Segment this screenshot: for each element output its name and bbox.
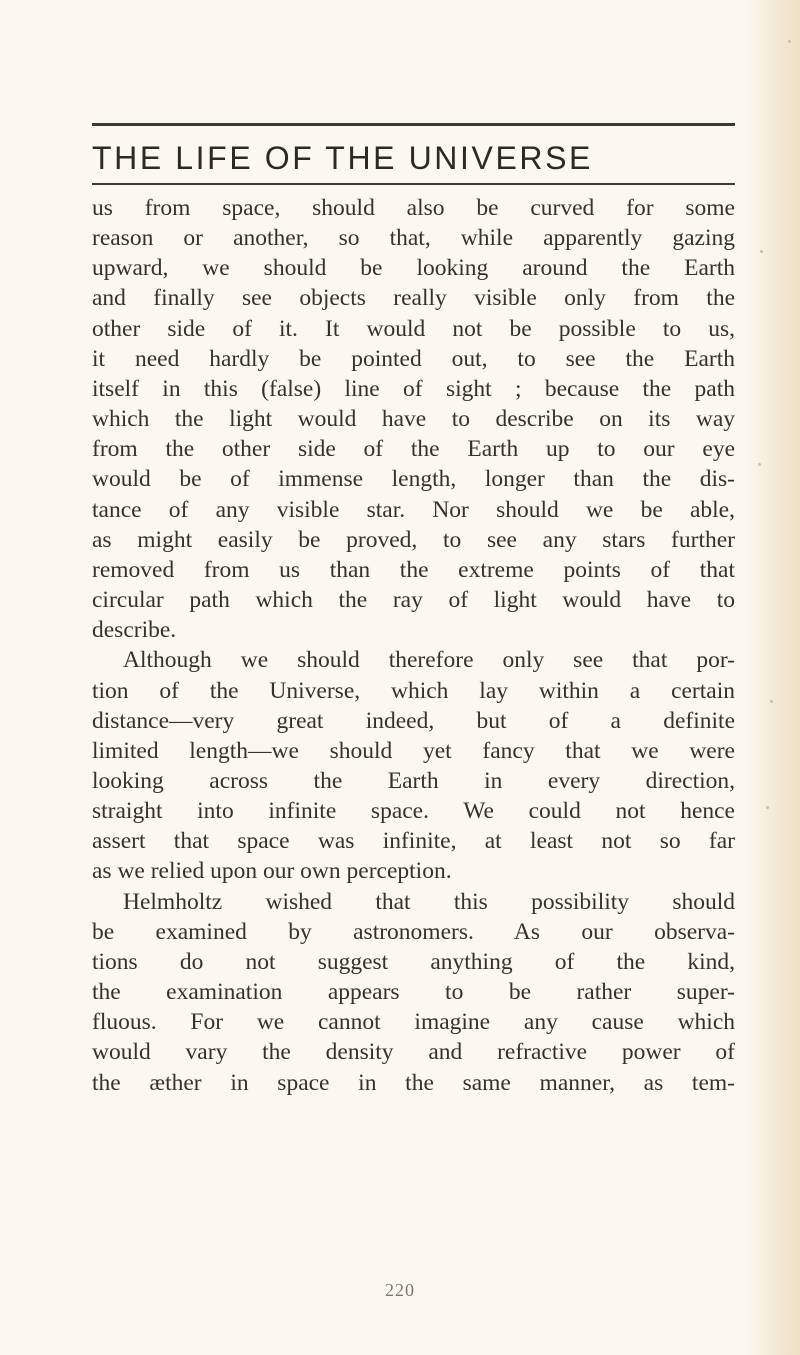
paragraph-1	[92, 193, 735, 645]
text-line: limited length—we should yet fancy that we were	[92, 737, 735, 764]
page-number: 220	[385, 1280, 415, 1300]
text-line: upward, we should be looking around the Earth	[92, 255, 735, 282]
text-line: it need hardly be pointed out, to see the Earth	[92, 345, 735, 372]
header-rule-bottom	[92, 183, 735, 185]
text-line: itself in this (false) line of sight ; because the path	[92, 375, 735, 402]
text-line: looking across the Earth in every direction,	[92, 767, 735, 794]
text-line: distance—very great indeed, but of a definite	[92, 707, 735, 734]
text-line: fluous. For we cannot imagine any cause which	[92, 1009, 735, 1036]
text-line: assert that space was infinite, at least not so far	[92, 828, 735, 855]
text-line: removed from us than the extreme points of that	[92, 556, 735, 583]
text-line: tions do not suggest anything of the kind,	[92, 948, 735, 975]
text-line: tance of any visible star. Nor should we be able,	[92, 496, 735, 523]
header-rule-top	[92, 123, 735, 126]
text-line: and finally see objects really visible only from the	[92, 285, 735, 312]
paragraph-3	[92, 887, 735, 1098]
paper-speck	[770, 700, 773, 703]
text-line: other side of it. It would not be possible to us,	[92, 315, 735, 342]
text-line: reason or another, so that, while apparently gazing	[92, 225, 735, 252]
text-line: from the other side of the Earth up to our eye	[92, 436, 735, 463]
paper-speck	[760, 250, 763, 253]
text-line: the examination appears to be rather super-	[92, 979, 735, 1006]
text-line: tion of the Universe, which lay within a certain	[92, 677, 735, 704]
text-line: Although we should therefore only see that por-	[123, 647, 735, 674]
text-line: us from space, should also be curved for some	[92, 195, 735, 221]
paragraph-2	[92, 645, 735, 886]
body-text	[92, 193, 735, 1098]
text-line: which the light would have to describe on its way	[92, 406, 735, 433]
paper-speck	[788, 40, 791, 43]
text-line: as might easily be proved, to see any stars further	[92, 526, 735, 553]
text-line: circular path which the ray of light would have to	[92, 587, 735, 614]
text-line: as we relied upon our own perception.	[92, 858, 452, 885]
text-line: Helmholtz wished that this possibility should	[123, 888, 735, 915]
text-line: the æther in space in the same manner, as tem-	[92, 1069, 735, 1096]
text-line: would vary the density and refractive power of	[92, 1039, 735, 1066]
text-line: would be of immense length, longer than the dis-	[92, 466, 735, 493]
running-head: THE LIFE OF THE UNIVERSE	[92, 140, 593, 176]
text-line: describe.	[92, 617, 177, 644]
paper-speck	[766, 806, 769, 809]
text-line: straight into infinite space. We could not hence	[92, 798, 735, 825]
paper-speck	[758, 463, 761, 466]
text-line: be examined by astronomers. As our observa-	[92, 918, 735, 945]
